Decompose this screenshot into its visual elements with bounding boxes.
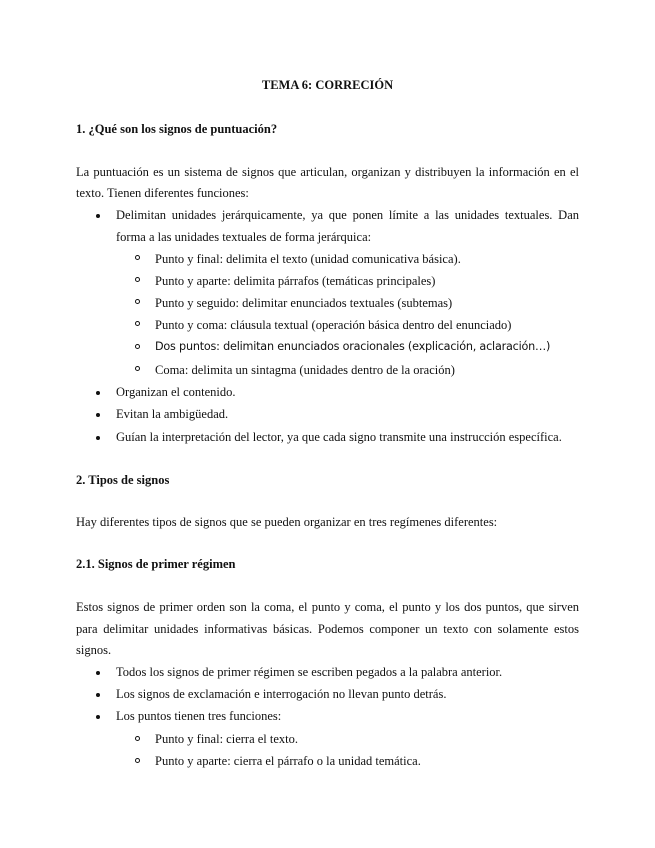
circle-bullet-icon <box>135 344 140 349</box>
circle-bullet-icon <box>135 255 140 260</box>
section-1-intro-line-1: La puntuación es un sistema de signos que articulan, organizan y distribuyen la información en el <box>76 165 579 179</box>
bullet-icon <box>96 214 100 218</box>
section-1-bullet-1-line-2: forma a las unidades textuales de forma jerárquica: <box>116 230 372 244</box>
circle-bullet-icon <box>135 277 140 282</box>
section-2-1-bullet: Todos los signos de primer régimen se escriben pegados a la palabra anterior. <box>116 665 503 679</box>
section-2-1-para-line-2: para delimitar unidades informativas básicas. Podemos componer un texto con solamente estos <box>76 622 579 636</box>
section-2-1-heading: 2.1. Signos de primer régimen <box>76 557 236 571</box>
section-2-1-bullet: Los signos de exclamación e interrogación no llevan punto detrás. <box>116 687 447 701</box>
section-1-intro-line-2: texto. Tienen diferentes funciones: <box>76 186 249 200</box>
bullet-icon <box>96 413 100 417</box>
sub-item: Punto y final: delimita el texto (unidad comunicativa básica). <box>155 252 461 266</box>
section-1-bullet-2: Organizan el contenido. <box>116 385 236 399</box>
sub-item: Punto y seguido: delimitar enunciados textuales (subtemas) <box>155 296 453 310</box>
bullet-icon <box>96 715 100 719</box>
section-1-bullet-4: Guían la interpretación del lector, ya que cada signo transmite una instrucción específica. <box>116 430 562 444</box>
circle-bullet-icon <box>135 321 140 326</box>
circle-bullet-icon <box>135 736 140 741</box>
bullet-icon <box>96 671 100 675</box>
sub-item: Coma: delimita un sintagma (unidades dentro de la oración) <box>155 363 455 377</box>
section-2-text: Hay diferentes tipos de signos que se pueden organizar en tres regímenes diferentes: <box>76 515 498 529</box>
section-1-bullet-1-line-1: Delimitan unidades jerárquicamente, ya que ponen límite a las unidades textuales. Dan <box>116 208 579 222</box>
bullet-icon <box>96 391 100 395</box>
circle-bullet-icon <box>135 299 140 304</box>
bullet-icon <box>96 436 100 440</box>
sub-item: Dos puntos: delimitan enunciados oracionales (explicación, aclaración…) <box>155 340 551 353</box>
circle-bullet-icon <box>135 758 140 763</box>
sub-item: Punto y final: cierra el texto. <box>155 732 299 746</box>
section-1-bullet-3: Evitan la ambigüedad. <box>116 407 229 421</box>
sub-item: Punto y aparte: cierra el párrafo o la unidad temática. <box>155 754 421 768</box>
section-1-heading: 1. ¿Qué son los signos de puntuación? <box>76 122 278 136</box>
circle-bullet-icon <box>135 366 140 371</box>
section-2-heading: 2. Tipos de signos <box>76 473 170 487</box>
page-title: TEMA 6: CORRECIÓN <box>261 78 394 92</box>
sub-item: Punto y coma: cláusula textual (operación básica dentro del enunciado) <box>155 318 512 332</box>
section-2-1-para-line-1: Estos signos de primer orden son la coma, el punto y coma, el punto y los dos puntos, que sirven <box>76 600 579 614</box>
sub-item: Punto y aparte: delimita párrafos (temáticas principales) <box>155 274 436 288</box>
section-2-1-bullet: Los puntos tienen tres funciones: <box>116 709 282 723</box>
bullet-icon <box>96 693 100 697</box>
section-2-1-para-line-3: signos. <box>76 643 112 657</box>
